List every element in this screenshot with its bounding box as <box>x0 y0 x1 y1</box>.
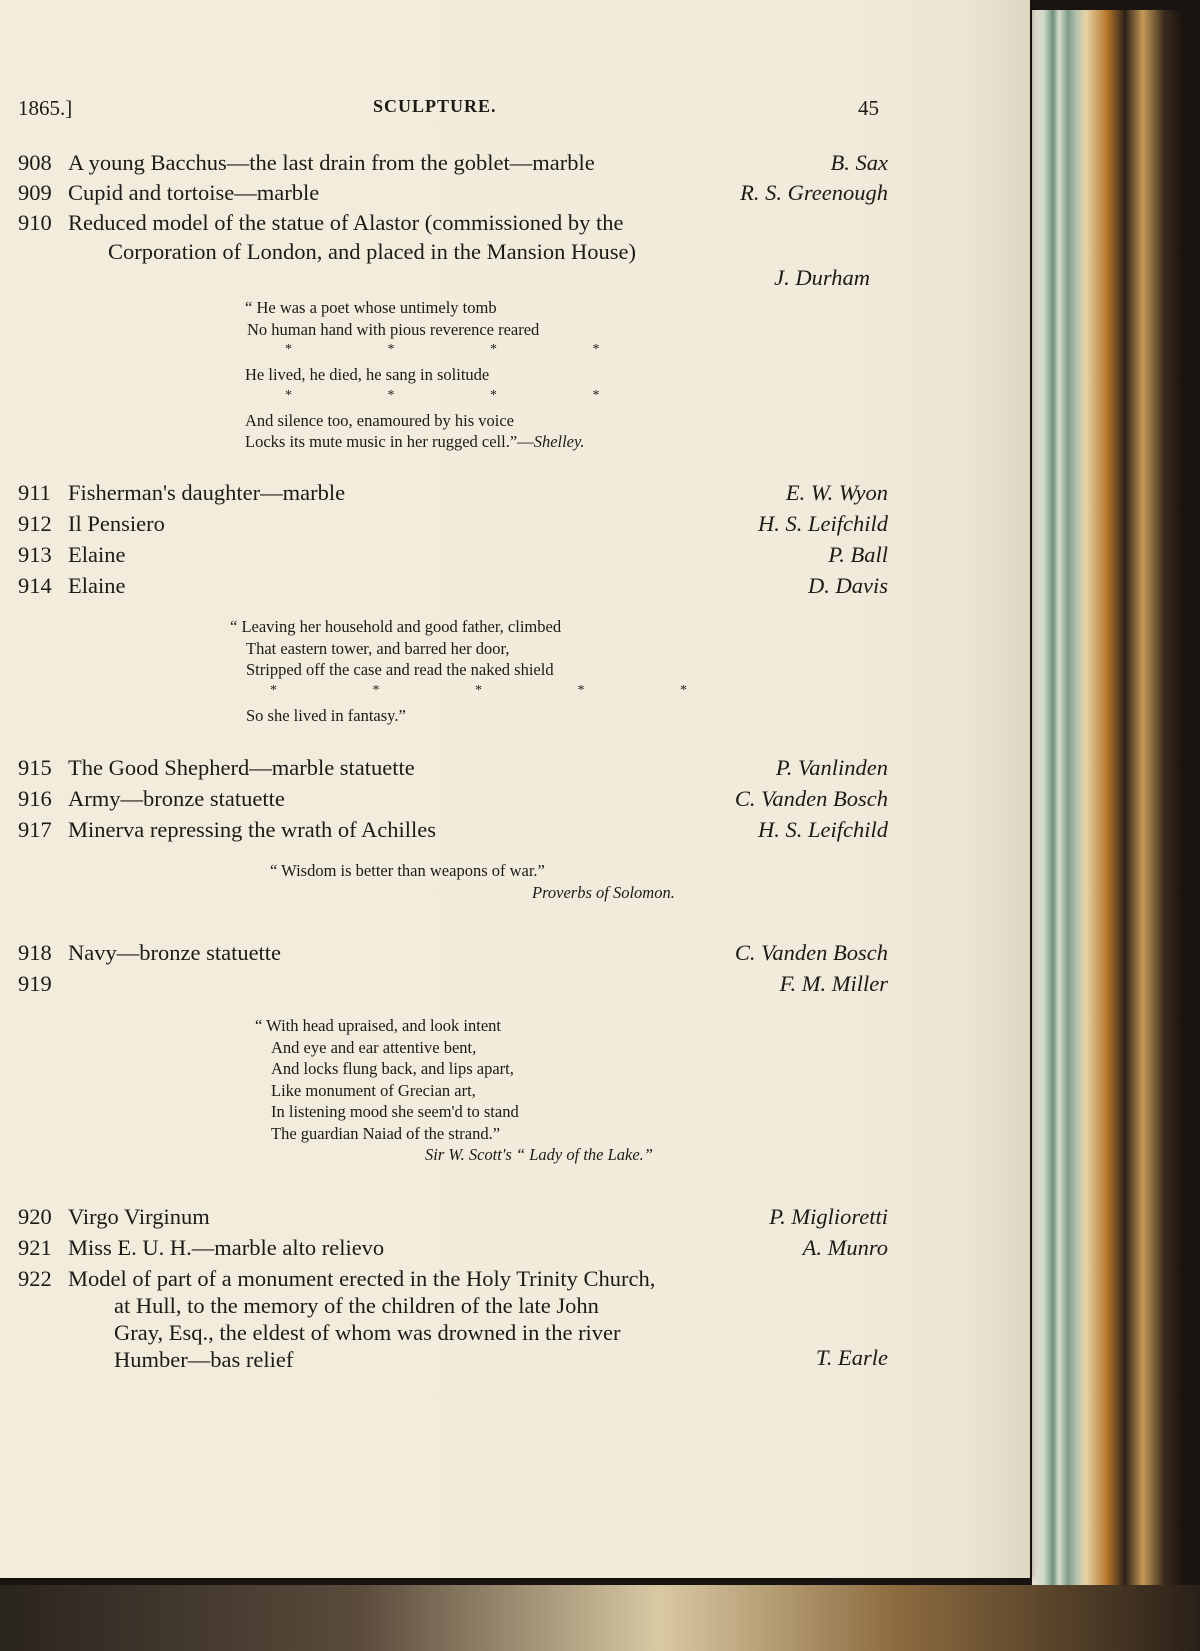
quote-line: So she lived in fantasy.” <box>246 705 406 725</box>
entry-artist: P. Vanlinden <box>775 755 888 780</box>
entry-title: Navy—bronze statuette <box>68 940 282 965</box>
entry-artist: P. Ball <box>828 542 888 567</box>
quote-line: Like monument of Grecian art, <box>271 1080 476 1100</box>
entry-artist: J. Durham <box>774 265 870 290</box>
header-title: SCULPTURE. <box>373 96 497 116</box>
quote-line: And silence too, enamoured by his voice <box>245 410 514 430</box>
entry-title: Cupid and tortoise—marble <box>68 180 320 205</box>
entry-artist: R. S. Greenough <box>740 180 888 205</box>
catalogue-entry <box>18 784 888 814</box>
catalogue-entry <box>18 753 888 783</box>
entry-title-continued: Gray, Esq., the eldest of whom was drowned in the river <box>114 1320 621 1345</box>
catalogue-entry <box>18 1233 888 1263</box>
catalogue-entry <box>18 1264 888 1294</box>
quote-line: In listening mood she seem'd to stand <box>271 1102 519 1121</box>
entry-artist: B. Sax <box>830 150 888 175</box>
entry-artist: E. W. Wyon <box>785 480 888 505</box>
entry-number: 909 <box>18 180 52 205</box>
catalogue-entry <box>18 148 888 178</box>
entry-title-continued: at Hull, to the memory of the children of the late John <box>114 1293 599 1318</box>
entry-artist: A. Munro <box>802 1235 888 1260</box>
quote-ellipsis-stars: * * * * <box>285 387 646 403</box>
entry-number: 920 <box>18 1204 52 1229</box>
entry-artist: H. S. Leifchild <box>758 817 888 842</box>
entry-artist: C. Vanden Bosch <box>734 786 888 811</box>
catalogue-entry <box>18 509 888 539</box>
entry-artist: F. M. Miller <box>779 971 888 996</box>
entry-title: Minerva repressing the wrath of Achilles <box>68 817 437 842</box>
book-page-edges <box>1032 10 1182 1600</box>
catalogue-entry <box>18 938 888 968</box>
quote-line: No human hand with pious reverence reared <box>247 319 540 339</box>
entry-number: 922 <box>18 1266 52 1291</box>
catalogue-entry <box>18 969 888 999</box>
entry-number: 911 <box>18 480 51 505</box>
entry-artist: T. Earle <box>815 1345 888 1370</box>
quote-line: He lived, he died, he sang in solitude <box>245 365 490 384</box>
entry-number: 910 <box>18 210 52 235</box>
entry-artist: C. Vanden Bosch <box>734 940 888 965</box>
entry-title-continued: Humber—bas relief <box>114 1347 294 1372</box>
entry-title: A young Bacchus—the last drain from the goblet—marble <box>68 150 595 175</box>
entry-title: The Good Shepherd—marble statuette <box>68 755 415 780</box>
entry-title: Virgo Virginum <box>68 1204 210 1229</box>
scan-bottom-edge <box>0 1585 1200 1651</box>
poem-quote-scott <box>255 1015 653 1166</box>
entry-number: 917 <box>18 817 52 842</box>
entry-title: Fisherman's daughter—marble <box>68 480 346 505</box>
entry-title-continued: Corporation of London, and placed in the Mansion House) <box>108 239 637 264</box>
entry-number: 912 <box>18 511 52 536</box>
entry-title: Il Pensiero <box>68 511 165 536</box>
quote-line: “ He was a poet whose untimely tomb <box>245 298 497 317</box>
page-header <box>18 96 878 126</box>
entry-title: Reduced model of the statue of Alastor (commissioned by the <box>68 210 624 235</box>
entry-title: Army—bronze statuette <box>68 786 285 811</box>
poem-quote-elaine <box>230 616 733 726</box>
catalogue-entry <box>18 208 888 238</box>
entry-artist: H. S. Leifchild <box>758 511 888 536</box>
entry-title: Miss E. U. H.—marble alto relievo <box>68 1235 385 1260</box>
quote-line: That eastern tower, and barred her door, <box>246 638 510 658</box>
proverb-quote <box>270 860 675 903</box>
entry-artist: P. Miglioretti <box>769 1204 888 1229</box>
entry-number: 919 <box>18 971 52 996</box>
catalogue-entry <box>18 571 888 601</box>
entry-number: 918 <box>18 940 52 965</box>
quote-attribution: Shelley. <box>533 432 585 451</box>
catalogue-entry <box>18 178 888 208</box>
entry-number: 916 <box>18 786 52 811</box>
entry-number: 908 <box>18 150 52 175</box>
quote-attribution: Sir W. Scott's “ Lady of the Lake.” <box>425 1145 653 1164</box>
catalogue-entry <box>18 1202 888 1232</box>
quote-line: “ Leaving her household and good father, climbed <box>230 617 562 636</box>
entry-title: Elaine <box>68 542 126 567</box>
entry-number: 915 <box>18 755 52 780</box>
catalogue-entry <box>18 540 888 570</box>
entry-title: Model of part of a monument erected in the Holy Trinity Church, <box>68 1266 656 1291</box>
entry-artist: D. Davis <box>808 573 888 598</box>
quote-line: And locks flung back, and lips apart, <box>271 1059 514 1078</box>
entry-number: 913 <box>18 542 52 567</box>
page-number: 45 <box>858 96 879 120</box>
quote-line: “ With head upraised, and look intent <box>255 1016 502 1035</box>
entry-number: 914 <box>18 573 52 598</box>
quote-ellipsis-stars: * * * * <box>285 342 646 357</box>
quote-line: Stripped off the case and read the naked shield <box>246 660 554 679</box>
catalogue-entry <box>18 815 888 845</box>
quote-line: “ Wisdom is better than weapons of war.” <box>270 861 545 880</box>
catalogue-entry <box>18 478 888 508</box>
quote-line: Locks its mute music in her rugged cell.”— <box>245 432 534 451</box>
entry-number: 921 <box>18 1235 52 1260</box>
quote-line: And eye and ear attentive bent, <box>271 1037 477 1057</box>
quote-ellipsis-stars: * * * * * <box>270 682 733 698</box>
quote-attribution: Proverbs of Solomon. <box>532 882 675 902</box>
header-year: 1865.] <box>18 96 73 120</box>
quote-line: The guardian Naiad of the strand.” <box>271 1123 501 1143</box>
entry-title: Elaine <box>68 573 126 598</box>
poem-quote-shelley <box>245 297 646 453</box>
